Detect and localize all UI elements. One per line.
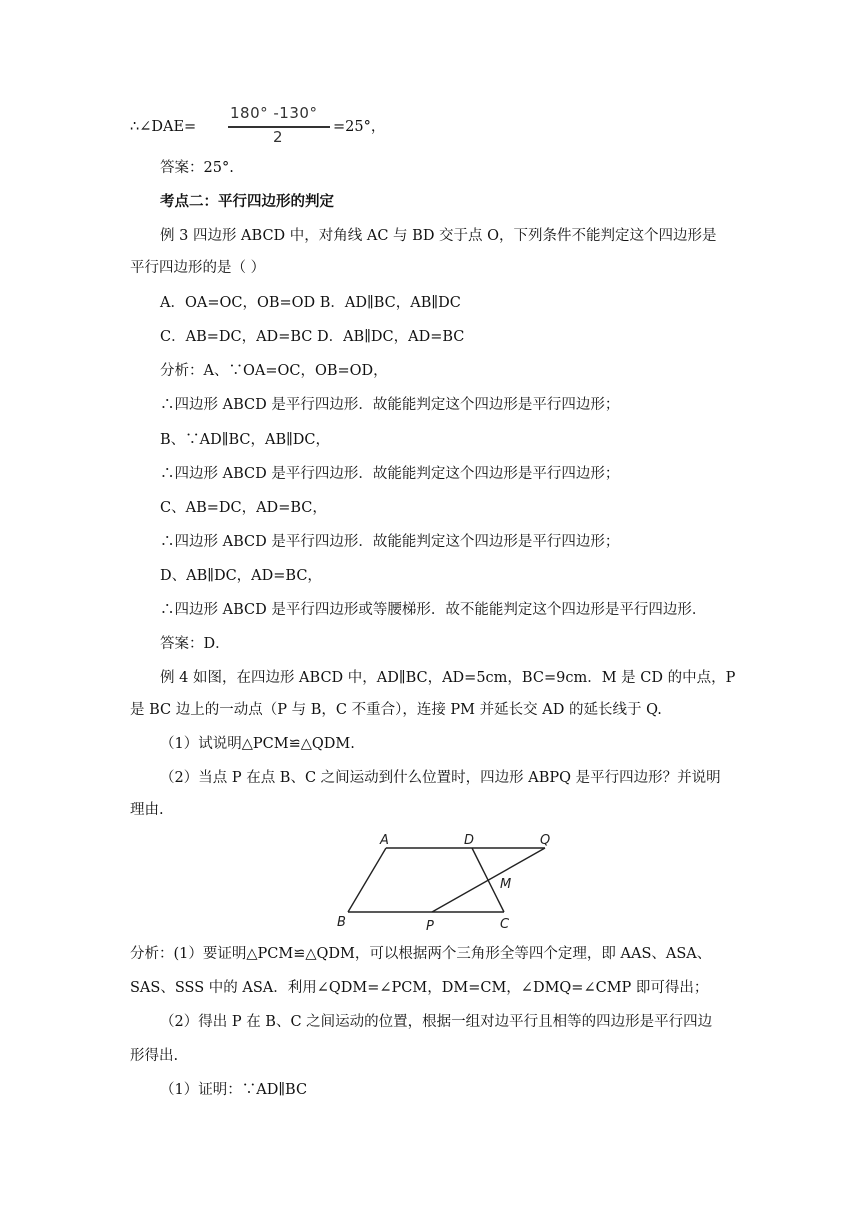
label-p: P xyxy=(426,919,434,934)
analysis-line2: ∴四边形 ABCD 是平行四边形．故能能判定这个四边形是平行四边形； xyxy=(160,397,620,413)
analysis-ex4-line2: SAS、SSS 中的 ASA．利用∠QDM=∠PCM，DM=CM，∠DMQ=∠CMP 即可得出； xyxy=(130,980,709,996)
proof-line1: （1）证明：∵AD∥BC xyxy=(160,1082,308,1098)
analysis-ex4-line1: 分析：(1）要证明△PCM≌△QDM，可以根据两个三角形全等四个定理，即 AAS、ASA、 xyxy=(130,946,712,962)
label-d: D xyxy=(464,833,475,848)
label-c: C xyxy=(500,917,510,932)
fraction-image xyxy=(228,104,330,148)
example3-question-line1: 例 3 四边形 ABCD 中，对角线 AC 与 BD 交于点 O，下列条件不能判定这个四边形是 xyxy=(160,228,717,244)
answer-2: 答案：D． xyxy=(160,636,230,652)
analysis-line3: B、∵AD∥BC，AB∥DC， xyxy=(160,432,331,448)
analysis-line8: ∴四边形 ABCD 是平行四边形或等腰梯形．故不能能判定这个四边形是平行四边形． xyxy=(160,602,707,618)
dae-suffix: =25°， xyxy=(333,119,386,135)
segment-ab xyxy=(348,848,386,912)
label-a: A xyxy=(380,833,389,848)
quadrilateral-figure xyxy=(330,826,560,934)
example3-question-line2: 平行四边形的是（ ） xyxy=(130,260,266,276)
fraction-denominator: 2 xyxy=(273,128,283,146)
example4-part2-line1: （2）当点 P 在点 B、C 之间运动到什么位置时，四边形 ABPQ 是平行四边形？并说明 xyxy=(160,770,721,786)
example4-line2: 是 BC 边上的一动点（P 与 B，C 不重合），连接 PM 并延长交 AD 的延长线于 Q. xyxy=(130,702,662,718)
analysis-ex4-line3: （2）得出 P 在 B、C 之间运动的位置，根据一组对边平行且相等的四边形是平行四边 xyxy=(160,1014,713,1030)
label-q: Q xyxy=(540,833,551,848)
example4-part2-line2: 理由. xyxy=(130,802,164,818)
dae-prefix: ∴∠DAE= xyxy=(130,119,197,135)
analysis-line6: ∴四边形 ABCD 是平行四边形．故能能判定这个四边形是平行四边形； xyxy=(160,534,620,550)
options-ab: A．OA=OC，OB=OD B．AD∥BC，AB∥DC xyxy=(160,295,461,311)
answer-1: 答案：25°. xyxy=(160,160,234,176)
analysis-line4: ∴四边形 ABCD 是平行四边形．故能能判定这个四边形是平行四边形； xyxy=(160,466,620,482)
analysis-line7: D、AB∥DC，AD=BC， xyxy=(160,568,322,584)
label-m: M xyxy=(500,877,512,892)
analysis-ex4-line4: 形得出. xyxy=(130,1048,179,1064)
analysis-line1: 分析：A、∵OA=OC，OB=OD， xyxy=(160,363,388,379)
label-b: B xyxy=(337,915,346,930)
segment-pq xyxy=(432,848,545,912)
fraction-numerator: 180° -130° xyxy=(230,104,318,122)
options-cd: C．AB=DC，AD=BC D．AB∥DC，AD=BC xyxy=(160,329,465,345)
example4-part1: （1）试说明△PCM≌△QDM. xyxy=(160,736,355,752)
analysis-line5: C、AB=DC，AD=BC， xyxy=(160,500,327,516)
example4-line1: 例 4 如图，在四边形 ABCD 中，AD∥BC，AD=5cm，BC=9cm．M 是 CD 的中点，P xyxy=(160,670,736,686)
section-heading: 考点二：平行四边形的判定 xyxy=(160,194,334,210)
